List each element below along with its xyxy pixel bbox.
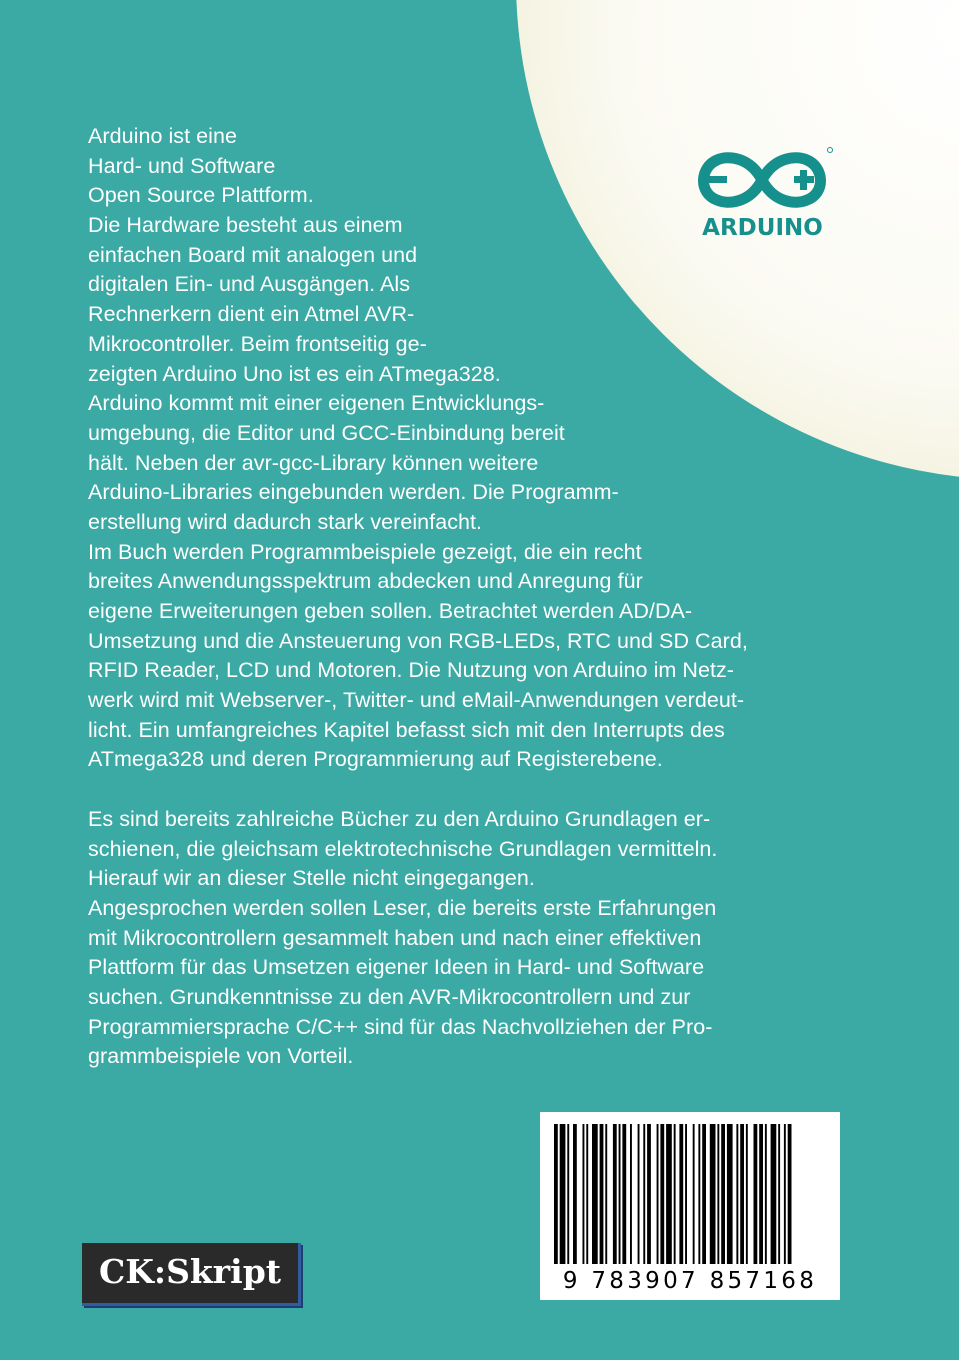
barcode-bar — [583, 1124, 585, 1264]
text-line: schienen, die gleichsam elektrotechnische Grundlagen vermitteln. — [88, 836, 718, 861]
barcode-bar — [759, 1124, 763, 1264]
barcode — [540, 1112, 840, 1300]
barcode-bar — [788, 1124, 792, 1264]
text-line: erstellung wird dadurch stark vereinfacht. — [88, 509, 483, 534]
isbn-digits: 9 783907 857168 — [562, 1268, 818, 1294]
text-line: Arduino kommt mit einer eigenen Entwicklungs- — [88, 391, 545, 416]
barcode-bar — [605, 1124, 607, 1264]
barcode-bar — [554, 1124, 558, 1264]
text-line: werk wird mit Webserver-, Twitter- und eMail-Anwendungen verdeut- — [88, 688, 745, 713]
text-line: grammbeispiele von Vorteil. — [88, 1044, 354, 1069]
barcode-bar — [717, 1124, 719, 1264]
barcode-bar — [721, 1124, 725, 1264]
barcode-bar — [660, 1124, 664, 1264]
text-line: zeigten Arduino Uno ist es ein ATmega328. — [88, 361, 501, 386]
barcode-bar — [784, 1124, 786, 1264]
text-line: Die Hardware besteht aus einem — [88, 213, 403, 238]
publisher-logo — [82, 1243, 301, 1306]
barcode-bar — [638, 1124, 640, 1264]
barcode-bar — [710, 1124, 716, 1264]
text-line: mit Mikrocontrollern gesammelt haben und nach einer effektiven — [88, 925, 702, 950]
text-line: Mikrocontroller. Beim frontseitig ge- — [88, 331, 427, 356]
barcode-bar — [630, 1124, 632, 1264]
text-line: Plattform für das Umsetzen eigener Ideen in Hard- und Software — [88, 955, 705, 980]
text-line: licht. Ein umfangreiches Kapitel befasst sich mit den Interrupts des — [88, 717, 725, 742]
blurb-text — [88, 122, 908, 1072]
barcode-bar — [619, 1124, 621, 1264]
barcode-bar — [586, 1124, 588, 1264]
publisher-name: CK:Skript — [98, 1252, 282, 1291]
logo-wordmark: ARDUINO — [702, 215, 823, 241]
paragraph-gap — [88, 775, 908, 805]
barcode-bar — [771, 1124, 777, 1264]
barcode-bar — [573, 1124, 577, 1264]
text-line: Angesprochen werden sollen Leser, die bereits erste Erfahrungen — [88, 895, 717, 920]
text-line: Es sind bereits zahlreiche Bücher zu den Arduino Grundlagen er- — [88, 806, 711, 831]
text-line: eigene Erweiterungen geben sollen. Betrachtet werden AD/DA- — [88, 599, 693, 623]
text-line: Umsetzung und die Ansteuerung von RGB-LEDs, RTC und SD Card, — [88, 628, 748, 653]
text-line: ATmega328 und deren Programmierung auf Registerebene. — [88, 747, 663, 772]
text-line: RFID Reader, LCD und Motoren. Die Nutzung von Arduino im Netz- — [88, 658, 734, 683]
barcode-bar — [736, 1124, 738, 1264]
text-line: digitalen Ein- und Ausgängen. Als — [88, 272, 410, 297]
barcode-bar — [657, 1124, 659, 1264]
barcode-bar — [740, 1124, 744, 1264]
barcode-bar — [685, 1124, 687, 1264]
text-line: breites Anwendungsspektrum abdecken und Anregung für — [88, 569, 643, 594]
text-line: Im Buch werden Programmbeispiele gezeigt, die ein recht — [88, 539, 642, 564]
barcode-bar — [560, 1124, 566, 1264]
text-line: Arduino ist eine — [88, 124, 238, 148]
barcode-bar — [778, 1124, 780, 1264]
text-line: einfachen Board mit analogen und — [88, 242, 418, 267]
barcode-bar — [613, 1124, 617, 1264]
text-line: hält. Neben der avr-gcc-Library können weitere — [88, 450, 539, 475]
barcode-bar — [666, 1124, 672, 1264]
barcode-bars — [540, 1112, 840, 1272]
barcode-bar — [674, 1124, 676, 1264]
text-line: Hard- und Software — [88, 153, 276, 178]
barcode-bar — [693, 1124, 695, 1264]
text-line: Programmiersprache C/C++ sind für das Nachvollziehen der Pro- — [88, 1014, 713, 1039]
barcode-bar — [643, 1124, 645, 1264]
barcode-bar — [567, 1124, 569, 1264]
text-line: Hierauf wir an dieser Stelle nicht eingegangen. — [88, 866, 535, 891]
barcode-bar — [647, 1124, 651, 1264]
barcode-bar — [622, 1124, 626, 1264]
barcode-bar — [592, 1124, 598, 1264]
barcode-bar — [600, 1124, 604, 1264]
text-line: Open Source Plattform. — [88, 183, 314, 208]
barcode-bar — [746, 1124, 748, 1264]
barcode-bar — [727, 1124, 733, 1264]
barcode-bar — [679, 1124, 683, 1264]
barcode-bar — [765, 1124, 767, 1264]
text-line: Arduino-Libraries eingebunden werden. Die Programm- — [88, 480, 619, 505]
barcode-bar — [702, 1124, 706, 1264]
barcode-bar — [754, 1124, 758, 1264]
text-line: Rechnerkern dient ein Atmel AVR- — [88, 302, 415, 327]
barcode-bar — [698, 1124, 700, 1264]
text-line: suchen. Grundkenntnisse zu den AVR-Mikrocontrollern und zur — [88, 984, 691, 1009]
text-line: umgebung, die Editor und GCC-Einbindung bereit — [88, 420, 565, 445]
